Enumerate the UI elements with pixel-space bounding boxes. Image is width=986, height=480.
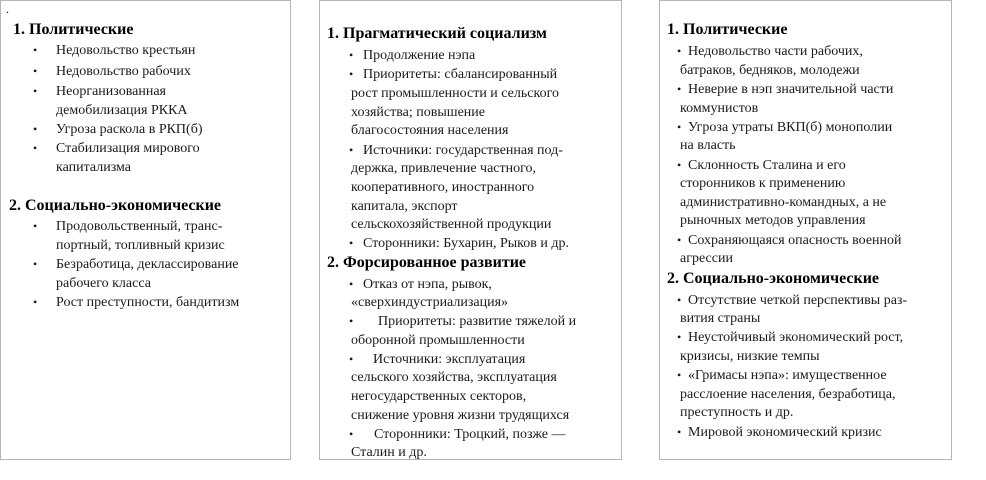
list-item-cont: капитала, экспорт [351,199,458,214]
list-item-cont: преступность и др. [680,405,794,420]
bullet-icon: • [677,293,682,307]
bullet-icon: • [677,158,682,172]
list-item-cont: сельскохозяйственной продукции [351,217,552,232]
list-item: • Рост преступности, бандитизм [33,295,240,310]
list-item: • Угроза утраты ВКП(б) монополии [677,120,893,135]
list-item: • Продовольственный, транс- [33,219,223,234]
list-item-cont: кризисы, низкие темпы [680,349,820,364]
list-item-cont: демобилизация РККА [56,103,188,118]
list-item: • Сторонники: Бухарин, Рыков и др. [349,236,569,251]
bullet-icon: • [677,233,682,247]
list-item: • Сторонники: Троцкий, позже — [349,427,566,442]
list-item: • Источники: государственная под- [349,143,563,158]
list-item-cont: Сталин и др. [351,445,427,460]
stray-dot: . [6,2,9,16]
list-item: • Неверие в нэп значительной части [677,82,894,97]
list-item-cont: батраков, бедняков, молодежи [680,63,860,78]
bullet-icon: • [33,219,38,233]
bullet-icon: • [33,64,38,78]
bullet-icon: • [677,330,682,344]
list-item-cont: административно-командных, а не [680,195,887,210]
bullet-icon: • [677,425,682,439]
bullet-icon: • [349,48,354,62]
bullet-icon: • [677,368,682,382]
list-item-cont: держка, привлечение частного, [351,161,537,176]
list-item-cont: сторонников к применению [680,176,846,191]
bullet-icon: • [677,44,682,58]
list-item-cont: агрессии [680,251,733,266]
heading-socioeconomic: 2. Социально-экономические [667,270,880,287]
heading-socioeconomic: 2. Социально-экономические [9,197,222,214]
column-box-3 [659,0,952,460]
list-item-cont: на власть [680,138,736,153]
list-item-cont: капитализма [56,160,132,175]
bullet-icon: • [33,122,38,136]
bullet-icon: • [677,120,682,134]
bullet-icon: • [33,141,38,155]
bullet-icon: • [349,67,354,81]
list-item-cont: сельского хозяйства, эксплуатация [351,370,557,385]
list-item: • Отсутствие четкой перспективы раз- [677,293,908,308]
list-item: • «Гримасы нэпа»: имущественное [677,368,887,383]
bullet-icon: • [349,143,354,157]
bullet-icon: • [349,277,354,291]
list-item-cont: «сверхиндустриализация» [351,295,509,310]
heading-political: 1. Политические [13,21,134,38]
list-item-cont: хозяйства; повышение [351,105,485,120]
list-item: • Безработица, деклассирование [33,257,239,272]
bullet-icon: • [349,236,354,250]
list-item: • Мировой экономический кризис [677,425,882,440]
heading-political: 1. Политические [667,21,788,38]
list-item: • Недовольство части рабочих, [677,44,863,59]
list-item-cont: рост промышленности и сельского [351,86,559,101]
bullet-icon: • [349,427,354,441]
bullet-icon: • [33,84,38,98]
bullet-icon: • [349,314,354,328]
bullet-icon: • [33,295,38,309]
list-item-cont: вития страны [680,311,761,326]
list-item: • Продолжение нэпа [349,48,476,63]
list-item-cont: портный, топливный кризис [56,238,225,253]
list-item: • Отказ от нэпа, рывок, [349,277,492,292]
bullet-icon: • [349,352,354,366]
list-item-cont: снижение уровня жизни трудящихся [351,408,570,423]
list-item: • Приоритеты: сбалансированный [349,67,558,82]
list-item-cont: рабочего класса [56,276,151,291]
heading-pragmatic-socialism: 1. Прагматический социализм [327,25,547,42]
column-box-2 [319,0,622,460]
bullet-icon: • [677,82,682,96]
list-item: • Недовольство рабочих [33,64,191,79]
list-item-cont: кооперативного, иностранного [351,180,535,195]
list-item: • Склонность Сталина и его [677,158,846,173]
list-item: • Стабилизация мирового [33,141,200,156]
list-item: • Угроза раскола в РКП(б) [33,122,203,137]
list-item-cont: рыночных методов управления [680,213,866,228]
column-box-1 [0,0,291,460]
list-item: • Недовольство крестьян [33,43,196,58]
list-item-cont: благосостояния населения [351,123,509,138]
list-item: • Сохраняющаяся опасность военной [677,233,902,248]
list-item: • Приоритеты: развитие тяжелой и [349,314,577,329]
heading-forced-development: 2. Форсированное развитие [327,254,527,271]
list-item: • Неорганизованная [33,84,166,99]
list-item: • Неустойчивый экономический рост, [677,330,904,345]
list-item-cont: оборонной промышленности [351,333,525,348]
bullet-icon: • [33,257,38,271]
list-item-cont: коммунистов [680,101,759,116]
list-item-cont: негосударственных секторов, [351,389,527,404]
list-item-cont: расслоение населения, безработица, [680,387,896,402]
list-item: • Источники: эксплуатация [349,352,526,367]
bullet-icon: • [33,43,38,57]
